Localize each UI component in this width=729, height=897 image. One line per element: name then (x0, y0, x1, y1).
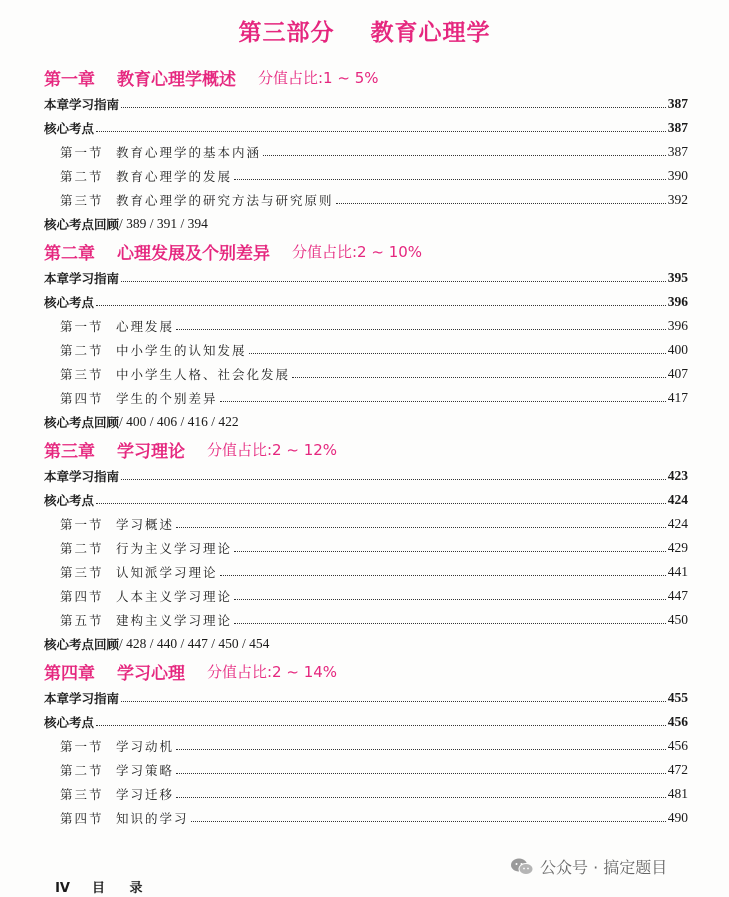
section-title: 学习策略 (116, 763, 175, 778)
section-title: 中小学生人格、社会化发展 (116, 367, 291, 382)
dot-leader (234, 550, 666, 552)
section-entry[interactable] (44, 806, 688, 830)
dot-leader (263, 154, 666, 156)
section-label (60, 809, 189, 827)
chapter-number: 第二章 (44, 243, 95, 264)
section-title: 教育心理学的基本内涵 (116, 145, 262, 160)
review-label: 核心考点回顾 (44, 415, 120, 430)
page-number: 387 (667, 120, 688, 135)
dot-leader (234, 622, 666, 624)
part-title: 第三部分 教育心理学 (238, 20, 491, 46)
dot-leader (96, 304, 666, 306)
dot-leader (121, 280, 666, 282)
chapter-number: 第四章 (44, 663, 95, 684)
study-guide-entry-label: 本章学习指南 (44, 691, 120, 706)
watermark-text: 公众号 · 搞定题目 (540, 858, 668, 877)
dot-leader (121, 700, 666, 702)
page-number: 481 (667, 786, 688, 801)
page-number: 392 (667, 192, 688, 207)
page-number: 490 (667, 810, 688, 825)
section-number: 第四节 (60, 589, 104, 604)
section-title: 建构主义学习理论 (116, 613, 233, 628)
section-entry[interactable] (44, 536, 688, 560)
section-entry[interactable] (44, 188, 688, 212)
core-points-entry-label: 核心考点 (44, 295, 95, 310)
section-number: 第一节 (60, 319, 104, 334)
study-guide-entry-label: 本章学习指南 (44, 469, 120, 484)
section-label (60, 143, 261, 161)
section-title: 中小学生的认知发展 (116, 343, 247, 358)
table-of-contents (44, 62, 688, 830)
section-entry[interactable] (44, 608, 688, 632)
dot-leader (176, 748, 666, 750)
dot-leader (96, 502, 666, 504)
section-entry[interactable] (44, 140, 688, 164)
dot-leader (234, 178, 666, 180)
section-entry[interactable] (44, 362, 688, 386)
dot-leader (96, 724, 666, 726)
study-guide-entry[interactable] (44, 92, 688, 116)
section-entry[interactable] (44, 560, 688, 584)
section-label (60, 317, 174, 335)
dot-leader (234, 598, 666, 600)
page-number: 424 (667, 492, 688, 507)
section-number: 第五节 (60, 613, 104, 628)
review-pages: / 389 / 391 / 394 (119, 216, 208, 231)
dot-leader (191, 820, 666, 822)
core-points-entry[interactable] (44, 290, 688, 314)
chapter-title: 教育心理学概述 (117, 69, 236, 90)
core-points-entry-label: 核心考点 (44, 121, 95, 136)
review-pages: / 400 / 406 / 416 / 422 (119, 414, 239, 429)
page-number: 441 (667, 564, 688, 579)
dot-leader (176, 526, 666, 528)
section-number: 第一节 (60, 739, 104, 754)
dot-leader (176, 796, 666, 798)
section-title: 教育心理学的研究方法与研究原则 (116, 193, 334, 208)
section-entry[interactable] (44, 758, 688, 782)
dot-leader (292, 376, 666, 378)
chapter-number: 第三章 (44, 441, 95, 462)
dot-leader (220, 574, 666, 576)
section-number: 第三节 (60, 367, 104, 382)
page-number: 456 (667, 738, 688, 753)
section-label (60, 539, 232, 557)
core-points-entry[interactable] (44, 116, 688, 140)
page-number: 450 (667, 612, 688, 627)
chapter-score-weight: 分值占比:2 ~ 12% (207, 440, 338, 459)
page-number: 387 (667, 96, 688, 111)
section-label (60, 191, 334, 209)
section-title: 教育心理学的发展 (116, 169, 233, 184)
page-number: 455 (667, 690, 688, 705)
dot-leader (220, 400, 666, 402)
section-number: 第一节 (60, 517, 104, 532)
review-label: 核心考点回顾 (44, 217, 120, 232)
section-label (60, 389, 218, 407)
section-title: 认知派学习理论 (116, 565, 218, 580)
section-label (60, 341, 247, 359)
dot-leader (96, 130, 666, 132)
section-number: 第三节 (60, 787, 104, 802)
chapter-title: 心理发展及个别差异 (117, 243, 270, 264)
review-label: 核心考点回顾 (44, 637, 120, 652)
dot-leader (121, 478, 666, 480)
study-guide-entry-label: 本章学习指南 (44, 271, 120, 286)
section-label (60, 737, 174, 755)
footer-title: 目 录 (91, 881, 153, 896)
dot-leader (176, 772, 666, 774)
chapter-score-weight: 分值占比:2 ~ 10% (292, 242, 423, 261)
core-points-entry[interactable] (44, 710, 688, 734)
section-entry[interactable] (44, 512, 688, 536)
section-number: 第二节 (60, 343, 104, 358)
section-entry[interactable] (44, 782, 688, 806)
page-number: 390 (667, 168, 688, 183)
dot-leader (336, 202, 666, 204)
section-label (60, 587, 232, 605)
section-number: 第三节 (60, 565, 104, 580)
review-entry[interactable] (44, 632, 688, 656)
chapter-title: 学习理论 (117, 441, 185, 462)
section-number: 第三节 (60, 193, 104, 208)
dot-leader (176, 328, 666, 330)
page-number: 400 (667, 342, 688, 357)
page-number: 387 (667, 144, 688, 159)
watermark (510, 855, 667, 878)
page-number: 472 (667, 762, 688, 777)
review-entry[interactable] (44, 410, 688, 434)
page-number: 417 (667, 390, 688, 405)
section-label (60, 365, 290, 383)
dot-leader (249, 352, 666, 354)
page-number: 429 (667, 540, 688, 555)
footer-page-numeral: IV (55, 881, 70, 896)
section-label (60, 761, 174, 779)
section-label (60, 611, 232, 629)
section-entry[interactable] (44, 386, 688, 410)
review-entry[interactable] (44, 212, 688, 236)
chapter-title: 学习心理 (117, 663, 185, 684)
review-pages: / 428 / 440 / 447 / 450 / 454 (119, 636, 270, 651)
section-title: 行为主义学习理论 (116, 541, 233, 556)
page-number: 395 (667, 270, 688, 285)
chapter-heading[interactable] (44, 656, 688, 686)
section-label (60, 785, 174, 803)
section-title: 学习动机 (116, 739, 175, 754)
section-title: 心理发展 (116, 319, 175, 334)
section-number: 第四节 (60, 811, 104, 826)
section-number: 第四节 (60, 391, 104, 406)
section-number: 第二节 (60, 169, 104, 184)
chapter-heading[interactable] (44, 434, 688, 464)
page-number: 456 (667, 714, 688, 729)
section-entry[interactable] (44, 164, 688, 188)
section-number: 第二节 (60, 541, 104, 556)
core-points-entry-label: 核心考点 (44, 715, 95, 730)
page-number: 423 (667, 468, 688, 483)
page-number: 396 (667, 318, 688, 333)
section-entry[interactable] (44, 314, 688, 338)
study-guide-entry[interactable] (44, 266, 688, 290)
study-guide-entry-label: 本章学习指南 (44, 97, 120, 112)
section-entry[interactable] (44, 584, 688, 608)
section-label (60, 167, 232, 185)
section-entry[interactable] (44, 338, 688, 362)
section-label (60, 563, 218, 581)
section-title: 学习迁移 (116, 787, 175, 802)
page-number: 447 (667, 588, 688, 603)
dot-leader (121, 106, 666, 108)
page-number: 424 (667, 516, 688, 531)
section-label (60, 515, 174, 533)
chapter-heading[interactable] (44, 236, 688, 266)
chapter-score-weight: 分值占比:1 ~ 5% (258, 68, 379, 87)
chapter-heading[interactable] (44, 62, 688, 92)
study-guide-entry[interactable] (44, 686, 688, 710)
page-number: 396 (667, 294, 688, 309)
study-guide-entry[interactable] (44, 464, 688, 488)
section-title: 学习概述 (116, 517, 175, 532)
chapter-score-weight: 分值占比:2 ~ 14% (207, 662, 338, 681)
section-number: 第二节 (60, 763, 104, 778)
core-points-entry[interactable] (44, 488, 688, 512)
wechat-icon (510, 857, 534, 877)
core-points-entry-label: 核心考点 (44, 493, 95, 508)
section-title: 知识的学习 (116, 811, 189, 826)
section-entry[interactable] (44, 734, 688, 758)
section-title: 人本主义学习理论 (116, 589, 233, 604)
page-number: 407 (667, 366, 688, 381)
section-title: 学生的个别差异 (116, 391, 218, 406)
chapter-number: 第一章 (44, 69, 95, 90)
section-number: 第一节 (60, 145, 104, 160)
page-footer (46, 862, 153, 896)
